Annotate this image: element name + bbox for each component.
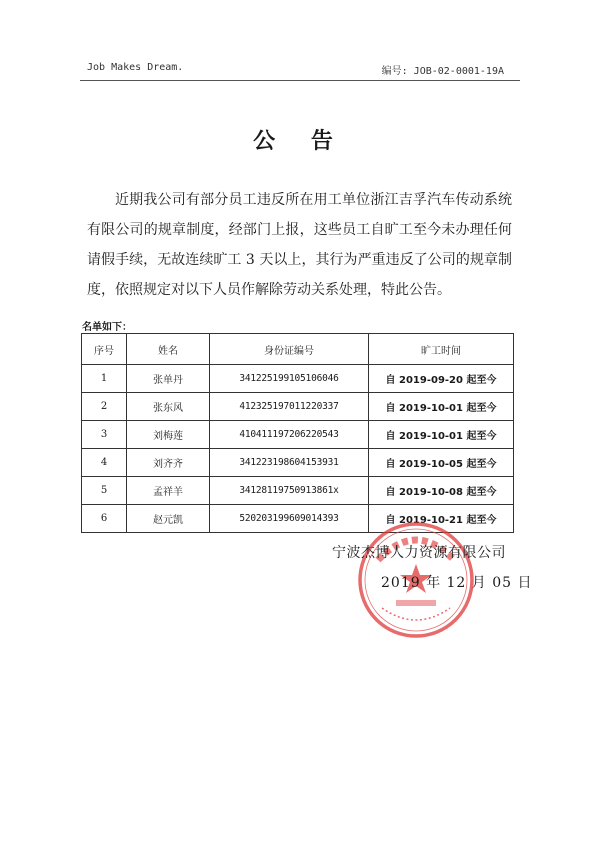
cell-name: 刘齐齐: [127, 449, 210, 477]
cell-no: 2: [82, 393, 127, 421]
cell-id: 520203199609014393: [210, 505, 369, 533]
list-title: 名单如下：: [82, 322, 132, 333]
notice-paragraph: 近期我公司有部分员工违反所在用工单位浙江吉孚汽车传动系统有限公司的规章制度，经部门上报，这些员工自旷工至今未办理任何请假手续，无故连续旷工 3 天以上，其行为严重违反了公司的规章制度，依照规定对以下人员作解除劳动关系处理，特此公告。: [87, 192, 512, 298]
table-row: [82, 477, 514, 505]
cell-no: 3: [82, 421, 127, 449]
cell-id: 412325197011220337: [210, 393, 369, 421]
cell-time: 自 2019-10-01 起至今: [369, 421, 514, 449]
col-header-id: 身份证编号: [210, 334, 369, 365]
table-row: [82, 393, 514, 421]
page-header: [0, 62, 600, 78]
notice-body: [87, 185, 512, 305]
cell-name: 刘梅莲: [127, 421, 210, 449]
col-header-name: 姓名: [127, 334, 210, 365]
cell-time: 自 2019-10-08 起至今: [369, 477, 514, 505]
cell-time: 自 2019-10-05 起至今: [369, 449, 514, 477]
signature-date: 2019 年 12 月 05 日: [381, 575, 533, 591]
table-row: [82, 421, 514, 449]
cell-id: 34128119750913861x: [210, 477, 369, 505]
cell-no: 1: [82, 365, 127, 393]
cell-time: 自 2019-10-01 起至今: [369, 393, 514, 421]
cell-name: 张单丹: [127, 365, 210, 393]
employee-table: [81, 333, 514, 533]
cell-id: 341225199105106046: [210, 365, 369, 393]
header-slogan: Job Makes Dream.: [87, 62, 184, 73]
document-title: 公 告: [253, 129, 347, 154]
cell-no: 4: [82, 449, 127, 477]
cell-time: 自 2019-10-21 起至今: [369, 505, 514, 533]
cell-time: 自 2019-09-20 起至今: [369, 365, 514, 393]
col-header-time: 旷工时间: [369, 334, 514, 365]
table-row: [82, 365, 514, 393]
cell-name: 张东风: [127, 393, 210, 421]
cell-id: 341223198604153931: [210, 449, 369, 477]
header-doc-number: 编号: JOB-02-0001-19A: [381, 66, 504, 77]
signature-company: 宁波杰博人力资源有限公司: [332, 545, 506, 561]
table-row: [82, 449, 514, 477]
cell-name: 赵元凯: [127, 505, 210, 533]
header-divider: [80, 80, 520, 81]
cell-id: 410411197206220543: [210, 421, 369, 449]
table-header-row: [82, 334, 514, 365]
col-header-no: 序号: [82, 334, 127, 365]
cell-no: 5: [82, 477, 127, 505]
cell-no: 6: [82, 505, 127, 533]
cell-name: 孟祥羊: [127, 477, 210, 505]
